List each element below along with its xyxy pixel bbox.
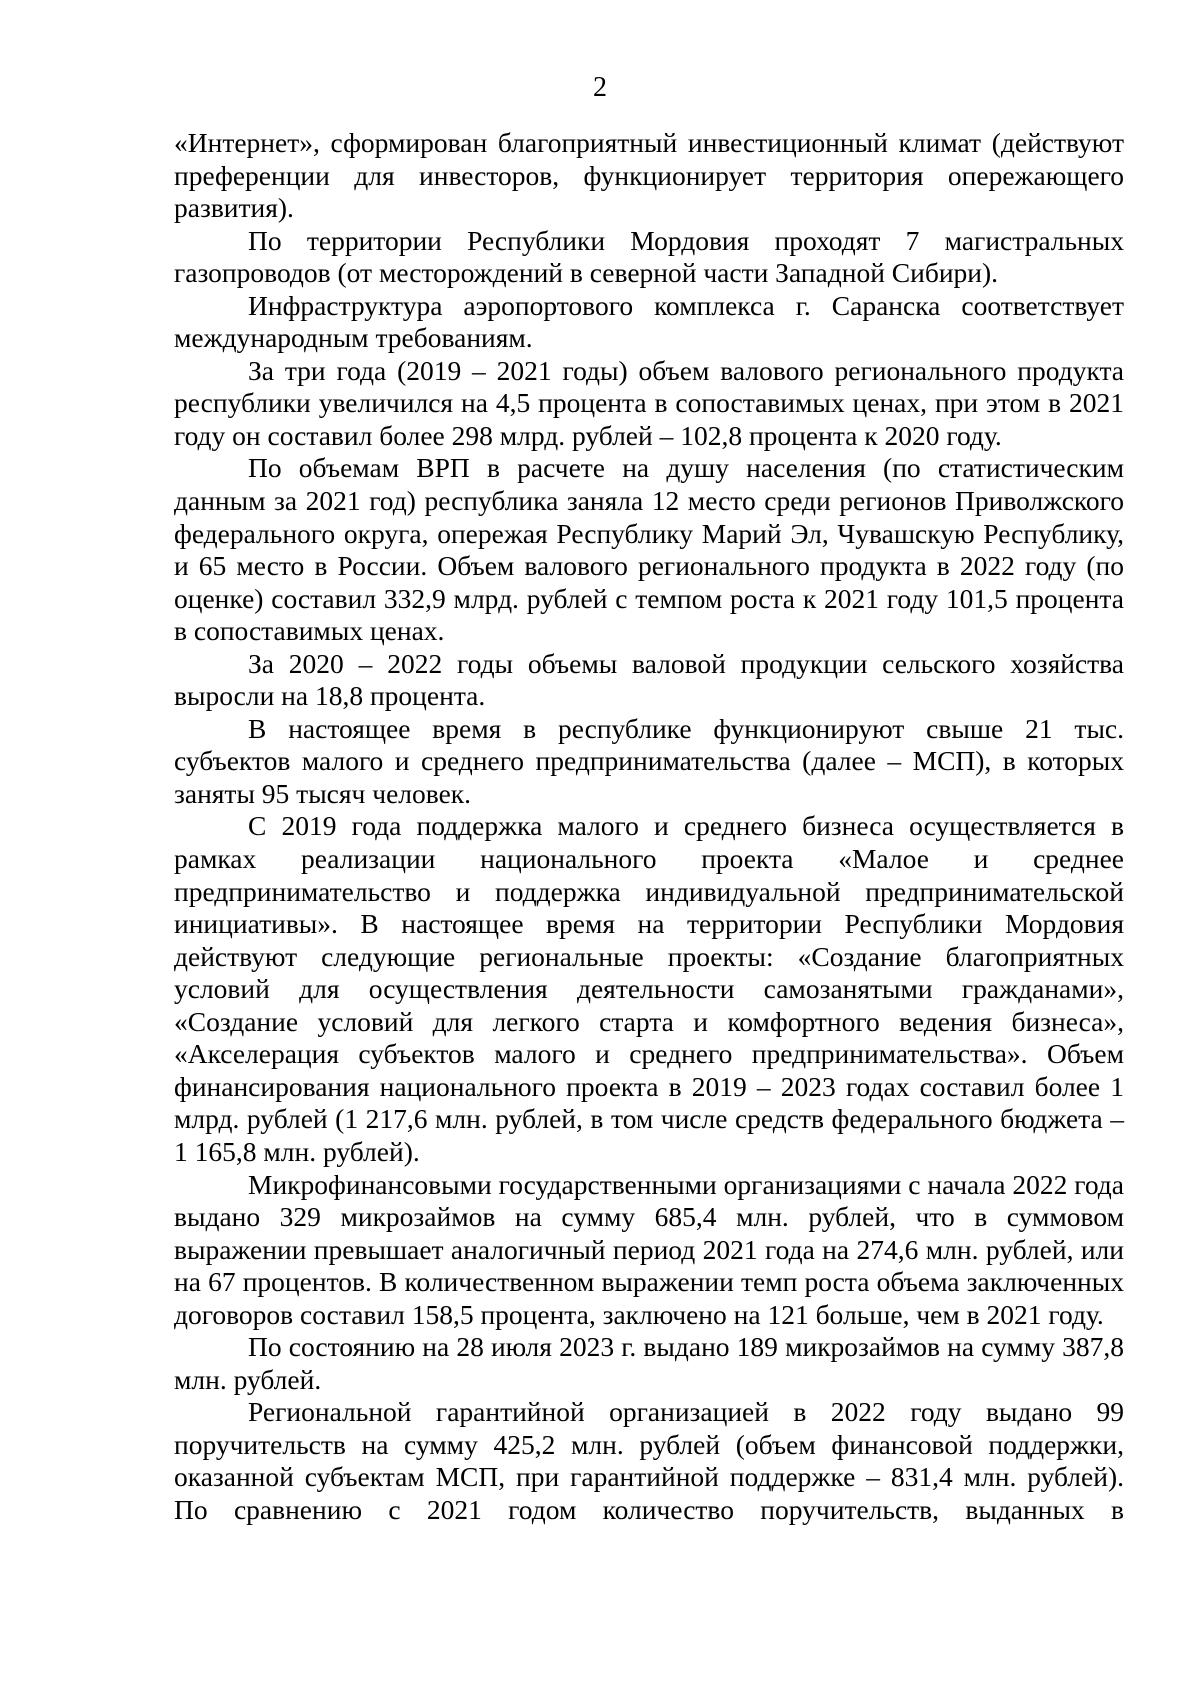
paragraph-internet-investment-climate: «Интернет», сформирован благоприятный инвестиционный климат (действуют преференции для инвесторов, функционирует территория опережающего развития).: [174, 127, 1124, 224]
paragraph-sme-national-project: С 2019 года поддержка малого и среднего бизнеса осуществляется в рамках реализации национального проекта «Малое и среднее предпринимательство и поддержка индивидуальной предпринимательской инициативы». В настоящее время на территории Республики Мордовия действуют следующие региональные проекты: «Создание благоприятных условий для осуществления деятельности самозанятыми гражданами», «Создание условий для легкого старта и комфортного ведения бизнеса», «Акселерация субъектов малого и среднего предпринимательства». Объем финансирования национального проекта в 2019 – 2023 годах составил более 1 млрд. рублей (1 217,6 млн. рублей, в том числе средств федерального бюджета – 1 165,8 млн. рублей).: [174, 810, 1124, 1167]
paragraph-agriculture-output: За 2020 – 2022 годы объемы валовой продукции сельского хозяйства выросли на 18,8 процента.: [174, 647, 1124, 712]
paragraph-grp-growth: За три года (2019 – 2021 годы) объем валового регионального продукта республики увеличился на 4,5 процента в сопоставимых ценах, при этом в 2021 году он составил более 298 млрд. рублей – 102,8 процента к 2020 году.: [174, 354, 1124, 451]
paragraph-airport-infrastructure: Инфраструктура аэропортового комплекса г. Саранска соответствует международным требованиям.: [174, 289, 1124, 354]
paragraph-gas-pipelines: По территории Республики Мордовия проходят 7 магистральных газопроводов (от месторождений в северной части Западной Сибири).: [174, 224, 1124, 289]
page-number: 2: [593, 72, 607, 103]
document-body: [174, 127, 1124, 1527]
paragraph-grp-per-capita: По объемам ВРП в расчете на душу населения (по статистическим данным за 2021 год) республика заняла 12 место среди регионов Приволжского федерального округа, опережая Республику Марий Эл, Чувашскую Республику, и 65 место в России. Объем валового регионального продукта в 2022 году (по оценке) составил 332,9 млрд. рублей с темпом роста к 2021 году 101,5 процента в сопоставимых ценах.: [174, 452, 1124, 647]
paragraph-microloans-july-2023: По состоянию на 28 июля 2023 г. выдано 189 микрозаймов на сумму 387,8 млн. рублей.: [174, 1331, 1124, 1395]
paragraph-guarantee-organization: Региональной гарантийной организацией в 2022 году выдано 99 поручительств на сумму 425,2 млн. рублей (объем финансовой поддержки, оказанной субъектам МСП, при гарантийной поддержке – 831,4 млн. рублей). По сравнению с 2021 годом количество поручительств, выданных в: [174, 1396, 1124, 1525]
paragraph-microfinance: Микрофинансовыми государственными организациями с начала 2022 года выдано 329 микрозаймов на сумму 685,4 млн. рублей, что в суммовом выражении превышает аналогичный период 2021 года на 274,6 млн. рублей, или на 67 процентов. В количественном выражении темп роста объема заключенных договоров составил 158,5 процента, заключено на 121 больше, чем в 2021 году.: [174, 1168, 1124, 1330]
paragraph-sme-count: В настоящее время в республике функционируют свыше 21 тыс. субъектов малого и среднего предпринимательства (далее – МСП), в которых заняты 95 тысяч человек.: [174, 712, 1124, 809]
